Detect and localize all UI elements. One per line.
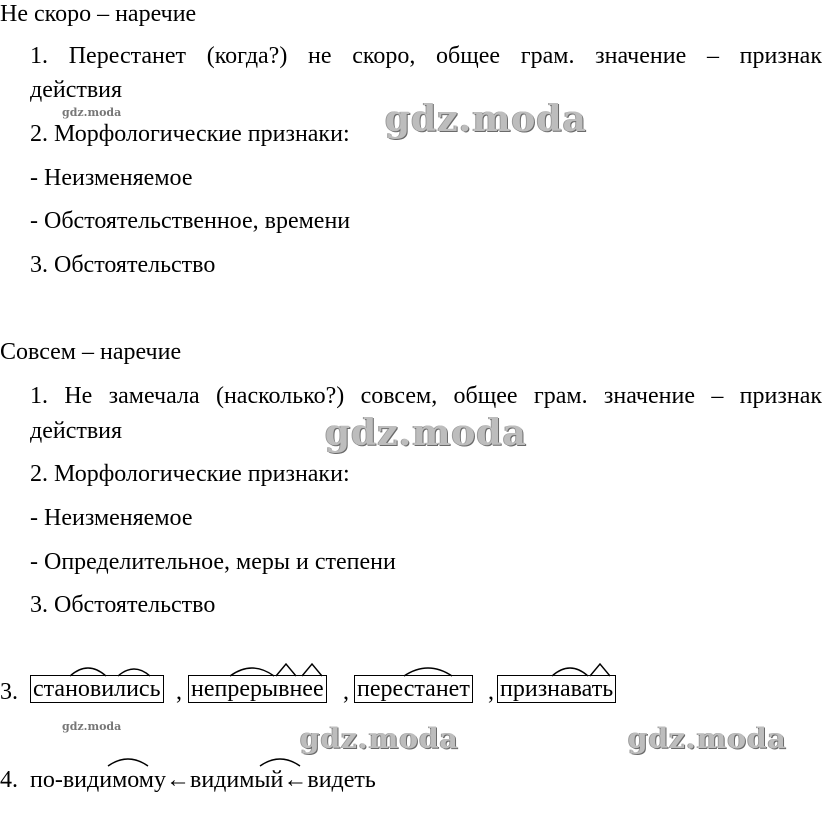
section2-bullet2: - Определительное, меры и степени [30,549,396,575]
watermark-large-4: gdz.moda [628,722,787,755]
section2-item1-line2: действия [30,418,123,444]
task3-comma-3: , [488,679,494,705]
root-arc-6 [108,759,148,766]
task3-number: 3. [0,679,18,705]
root-arc-4 [404,668,452,676]
section1-item3: 3. Обстоятельство [30,252,216,278]
root-arc-3 [230,668,274,676]
section1-item2: 2. Морфологические признаки: [30,121,350,147]
section2-item3: 3. Обстоятельство [30,592,216,618]
task4-chain: по-видимому←видимый←видеть [30,767,376,793]
morpheme-arcs [30,656,630,680]
suffix-mark-1 [276,664,296,676]
section1-heading: Не скоро – наречие [0,1,197,27]
word-stanovilis: становились [30,675,164,703]
root-arc-1 [70,668,106,676]
word-perestanet: перестанет [354,675,473,703]
watermark-large-1: gdz.moda [385,98,587,140]
task3-comma-1: , [176,679,182,705]
section2-item2: 2. Морфологические признаки: [30,461,350,487]
task4-number: 4. [0,767,18,793]
section1-bullet2: - Обстоятельственное, времени [30,208,351,234]
watermark-small-2: gdz.moda [62,720,122,733]
suffix-mark-2 [302,664,322,676]
root-arc-2 [118,669,150,676]
root-arc-7 [260,759,300,766]
watermark-small-1: gdz.moda [62,106,122,119]
section2-bullet1: - Неизменяемое [30,505,193,531]
section1-item1-line1: 1. Перестанет (когда?) не скоро, общее грам. значение – признак [30,43,822,69]
root-arc-5 [552,668,588,676]
suffix-mark-3 [590,664,610,676]
word-nepreryvnee: непрерывнее [188,675,327,703]
task3-comma-2: , [343,679,349,705]
section2-item1-line1: 1. Не замечала (насколько?) совсем, общее грам. значение – признак [30,383,822,409]
watermark-large-3: gdz.moda [300,722,459,755]
word-priznavat: признавать [497,675,616,703]
section1-bullet1: - Неизменяемое [30,165,193,191]
section2-heading: Совсем – наречие [0,339,182,365]
watermark-large-2: gdz.moda [325,412,527,454]
section1-item1-line2: действия [30,77,123,103]
